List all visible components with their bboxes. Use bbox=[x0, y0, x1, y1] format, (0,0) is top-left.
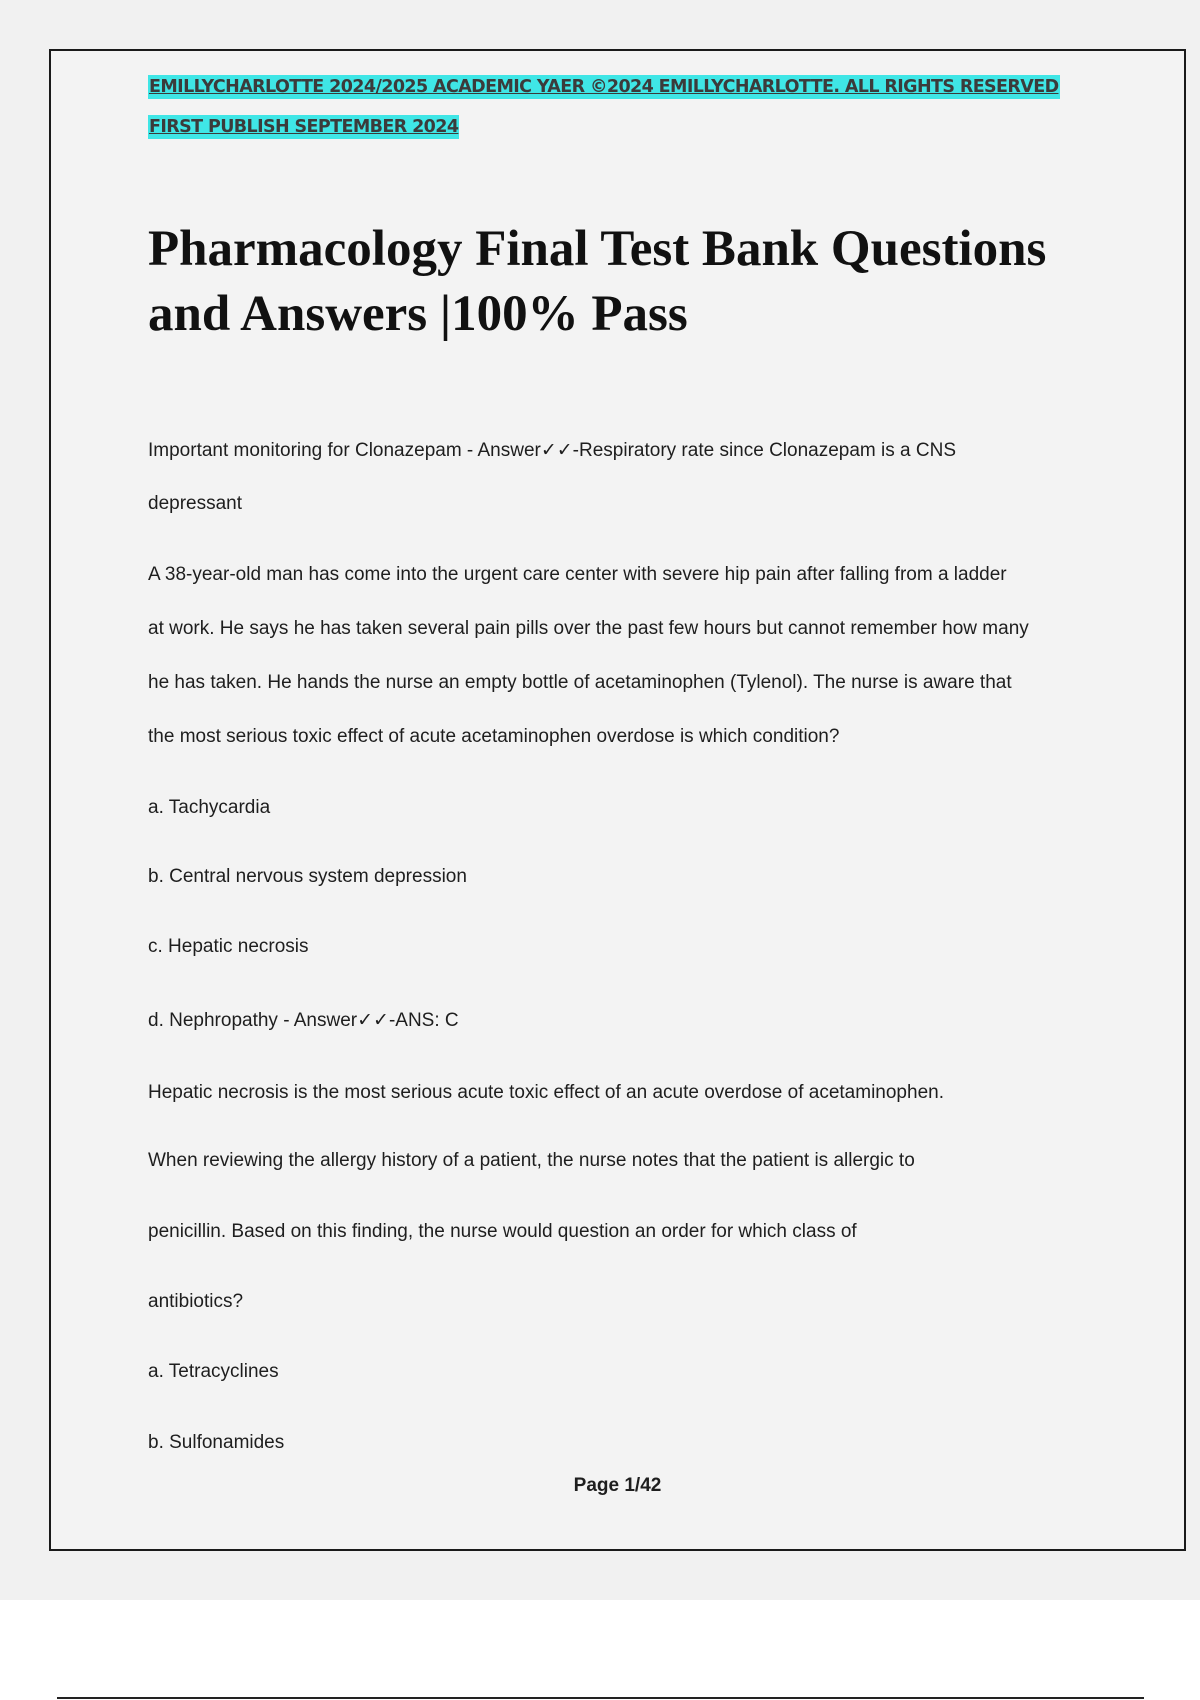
document-page bbox=[49, 49, 1186, 1551]
rationale-hepatic-necrosis: Hepatic necrosis is the most serious acute toxic effect of an acute overdose of acetaminophen. bbox=[148, 1082, 944, 1103]
answer-clonazepam-cont: depressant bbox=[148, 493, 243, 514]
question-acetaminophen-line-2: at work. He says he has taken several pain pills over the past few hours but cannot remember how many bbox=[148, 618, 1029, 639]
question-clonazepam: Important monitoring for Clonazepam - Answer✓✓-Respiratory rate since Clonazepam is a CNS bbox=[148, 440, 956, 461]
option-a-tetracyclines: a. Tetracyclines bbox=[148, 1361, 279, 1382]
question-penicillin-line-3: antibiotics? bbox=[148, 1291, 244, 1312]
option-d-nephropathy-answer: d. Nephropathy - Answer✓✓-ANS: C bbox=[148, 1010, 459, 1031]
header-copyright-line: EMILLYCHARLOTTE 2024/2025 ACADEMIC YAER ©2024 EMILLYCHARLOTTE. ALL RIGHTS RESERVED bbox=[149, 77, 1059, 97]
option-a-tachycardia: a. Tachycardia bbox=[148, 797, 271, 818]
title-line-2: and Answers |100% Pass bbox=[148, 286, 688, 342]
question-acetaminophen-line-4: the most serious toxic effect of acute acetaminophen overdose is which condition? bbox=[148, 726, 840, 747]
title-line-1: Pharmacology Final Test Bank Questions bbox=[148, 221, 1047, 277]
question-penicillin-line-2: penicillin. Based on this finding, the nurse would question an order for which class of bbox=[148, 1221, 857, 1242]
page-number: Page 1/42 bbox=[573, 1475, 662, 1496]
question-acetaminophen-line-3: he has taken. He hands the nurse an empty bottle of acetaminophen (Tylenol). The nurse is aware that bbox=[148, 672, 1012, 693]
option-b-sulfonamides: b. Sulfonamides bbox=[148, 1432, 285, 1453]
option-b-cns-depression: b. Central nervous system depression bbox=[148, 866, 467, 887]
option-c-hepatic-necrosis: c. Hepatic necrosis bbox=[148, 936, 309, 957]
question-penicillin-line-1: When reviewing the allergy history of a patient, the nurse notes that the patient is allergic to bbox=[148, 1150, 915, 1171]
next-page-divider bbox=[57, 1697, 1144, 1699]
header-publish-line: FIRST PUBLISH SEPTEMBER 2024 bbox=[149, 117, 459, 137]
document-title bbox=[148, 217, 1108, 347]
question-acetaminophen-line-1: A 38-year-old man has come into the urgent care center with severe hip pain after falling from a ladder bbox=[148, 564, 1007, 585]
